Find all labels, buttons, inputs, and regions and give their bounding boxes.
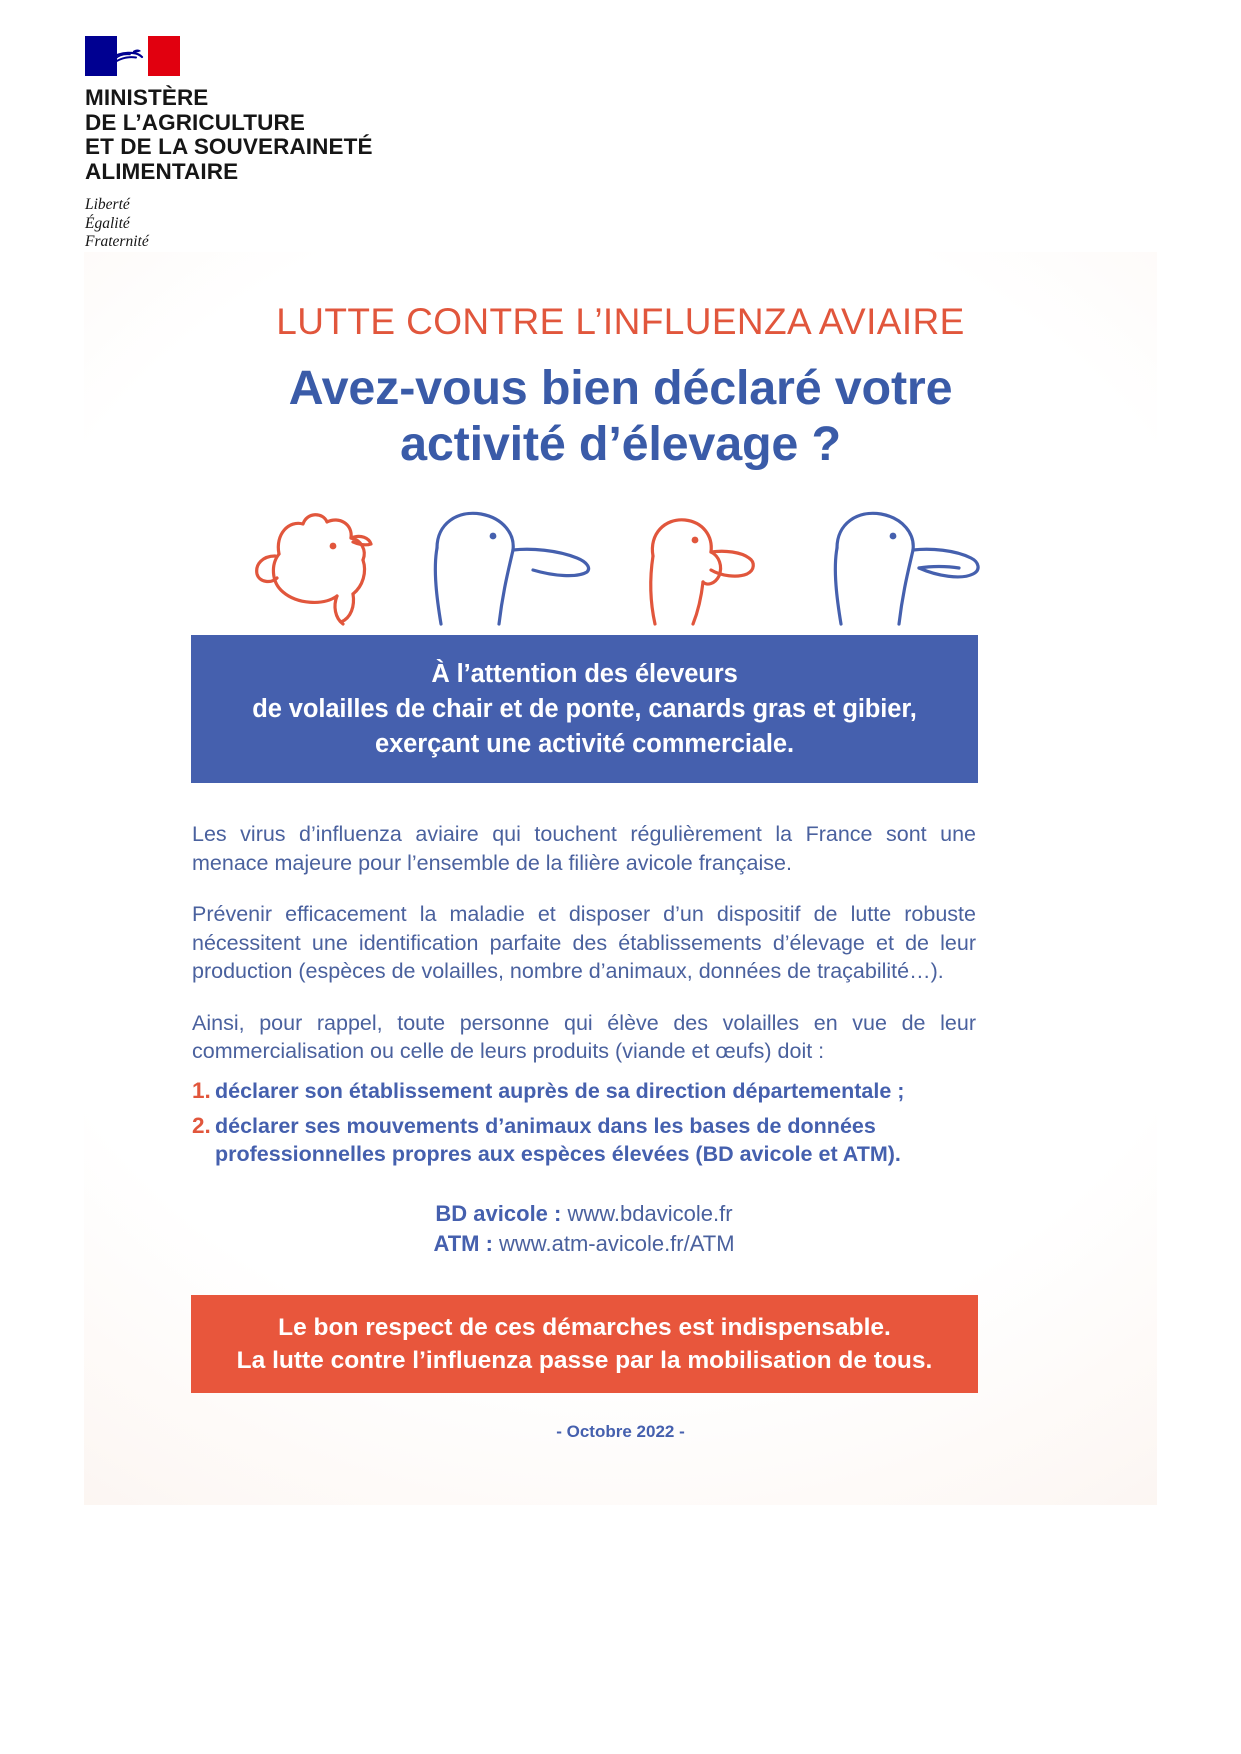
attention-line-2: de volailles de chair et de ponte, canards gras et gibier, [252,694,917,723]
paragraph-prevention: Prévenir efficacement la maladie et disposer d’un dispositif de lutte robuste nécessitent une identification parfaite des établissements d’élevage et de leur production (espèces de volailles, nombre d’animaux, données de traçabilité…). [192,902,976,983]
motto-egalite: Égalité [85,214,130,232]
atm-label: ATM : [433,1230,493,1256]
goose-icon [435,513,588,624]
list-number: 2. [192,1112,211,1138]
ministry-name [85,86,415,184]
birds-icon [241,490,1001,630]
page-title [84,360,1157,472]
poster-panel [84,252,1157,1505]
attention-line-1: À l’attention des éleveurs [431,659,738,688]
bd-avicole-link-row [192,1199,976,1229]
turkey-icon [650,520,752,624]
list-number: 1. [192,1077,211,1103]
ministry-line-1: MINISTÈRE [85,85,209,110]
paragraph-virus: Les virus d’influenza aviaire qui touchent régulièrement la France sont une menace majeure pour l’ensemble de la filière avicole française. [192,822,976,875]
ministry-line-4: ALIMENTAIRE [85,158,239,184]
hen-icon [256,515,370,624]
duck-icon [835,513,978,624]
ministry-line-3: ET DE LA SOUVERAINETÉ [85,134,373,159]
cta-line-2: La lutte contre l’influenza passe par la mobilisation de tous. [236,1347,933,1374]
republic-motto [85,196,415,252]
attention-line-3: exerçant une activité commerciale. [375,729,794,758]
poster-kicker: LUTTE CONTRE L’INFLUENZA AVIAIRE [276,301,965,342]
ministry-header [85,36,415,252]
bd-avicole-label: BD avicole : [435,1200,562,1226]
headline-line-1: Avez-vous bien déclaré votre [288,361,953,415]
motto-liberte: Liberté [85,196,130,213]
list-item [192,1077,976,1105]
cta-line-1: Le bon respect de ces démarches est indispensable. [278,1314,891,1341]
publication-date: - Octobre 2022 - [556,1422,685,1441]
obligations-list [192,1077,976,1168]
bd-avicole-url[interactable]: www.bdavicole.fr [567,1200,733,1226]
paragraph-rappel: Ainsi, pour rappel, toute personne qui élève des volailles en vue de leur commercialisation ou celle de leurs produits (viande et œufs) doit : [192,1010,976,1063]
poster-body [192,820,976,1259]
headline-line-2: activité d’élevage ? [400,417,841,471]
attention-banner [191,635,978,783]
call-to-action-banner [191,1295,978,1393]
motto-fraternite: Fraternité [85,233,149,250]
list-text: déclarer ses mouvements d’animaux dans les bases de données professionnelles propres aux espèces élevées (BD avicole et ATM). [215,1113,901,1166]
list-text: déclarer son établissement auprès de sa direction départementale ; [215,1078,905,1103]
marianne-icon [103,43,149,69]
poultry-illustration [84,490,1157,630]
atm-url[interactable]: www.atm-avicole.fr/ATM [499,1230,735,1256]
french-republic-flag-icon [85,36,180,76]
ministry-line-2: DE L’AGRICULTURE [85,109,305,135]
list-item [192,1112,976,1168]
atm-link-row [192,1229,976,1259]
resource-links [192,1199,976,1259]
